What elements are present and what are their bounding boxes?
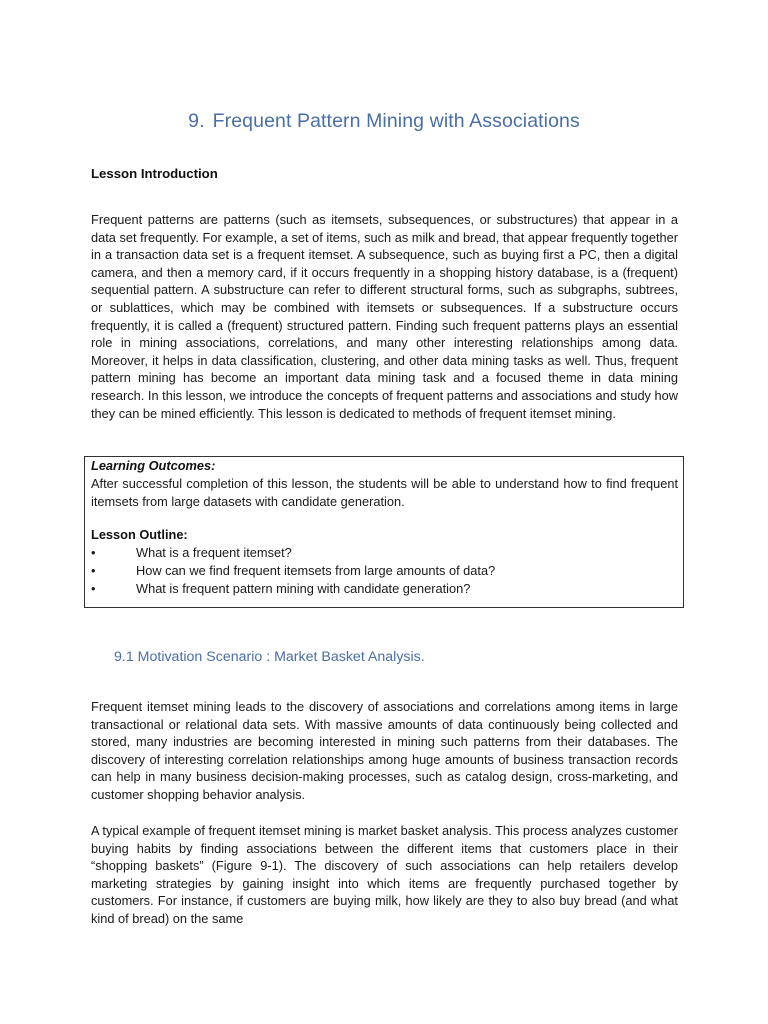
bullet: • bbox=[91, 545, 96, 560]
chapter-number: 9. bbox=[188, 110, 205, 132]
chapter-title bbox=[0, 110, 768, 133]
outline-item-text: What is frequent pattern mining with candidate generation? bbox=[136, 580, 471, 596]
bullet: • bbox=[91, 562, 96, 578]
learning-outcomes-text: After successful completion of this lesson, the students will be able to understand how to find frequent itemsets from large datasets with candidate generation. bbox=[91, 476, 678, 509]
learning-outcomes-heading: Learning Outcomes: bbox=[91, 458, 216, 473]
lesson-introduction-heading: Lesson Introduction bbox=[91, 166, 218, 181]
outline-item-text: How can we find frequent itemsets from large amounts of data? bbox=[136, 562, 496, 578]
section-paragraph-1: Frequent itemset mining leads to the discovery of associations and correlations among items in large transactional or relational data sets. With massive amounts of data continuously being collected and stored, many industries are becoming interested in mining such patterns from their databases. The discovery of interesting correlation relationships among huge amounts of business transaction records can help in many business decision-making processes, such as catalog design, cross-marketing, and customer shopping behavior analysis. bbox=[91, 699, 678, 802]
chapter-title-text: Frequent Pattern Mining with Associations bbox=[212, 110, 580, 132]
bullet: • bbox=[91, 580, 96, 596]
section-paragraph-2: A typical example of frequent itemset mining is market basket analysis. This process analyzes customer buying habits by finding associations between the different items that customers place in their “shopping baskets” (Figure 9-1). The discovery of such associations can help retailers develop marketing strategies by gaining insight into which items are frequently purchased together by customers. For instance, if customers are buying milk, how likely are they to also buy bread (and what kind of bread) on the same bbox=[91, 823, 678, 926]
list-item bbox=[91, 580, 495, 598]
list-item bbox=[91, 544, 495, 562]
lesson-introduction-paragraph: Frequent patterns are patterns (such as itemsets, subsequences, or substructures) that appear in a data set frequently. For example, a set of items, such as milk and bread, that appear frequently together in a transaction data set is a frequent itemset. A subsequence, such as buying first a PC, then a digital camera, and then a memory card, if it occurs frequently in a shopping history database, is a (frequent) sequential pattern. A substructure can refer to different structural forms, such as subgraphs, subtrees, or sublattices, which may be combined with itemsets or subsequences. If a substructure occurs frequently, it is called a (frequent) structured pattern. Finding such frequent patterns plays an essential role in mining associations, correlations, and many other interesting relationships among data. Moreover, it helps in data classification, clustering, and other data mining tasks as well. Thus, frequent pattern mining has become an important data mining task and a focused theme in data mining research. In this lesson, we introduce the concepts of frequent patterns and associations and study how they can be mined efficiently. This lesson is dedicated to methods of frequent itemset mining. bbox=[91, 212, 678, 421]
lesson-outline-heading: Lesson Outline: bbox=[91, 527, 188, 542]
outline-item-text: What is a frequent itemset? bbox=[136, 545, 292, 560]
list-item bbox=[91, 562, 495, 580]
lesson-outline-list bbox=[91, 544, 495, 597]
section-heading-9-1: 9.1 Motivation Scenario : Market Basket Analysis. bbox=[114, 649, 425, 665]
